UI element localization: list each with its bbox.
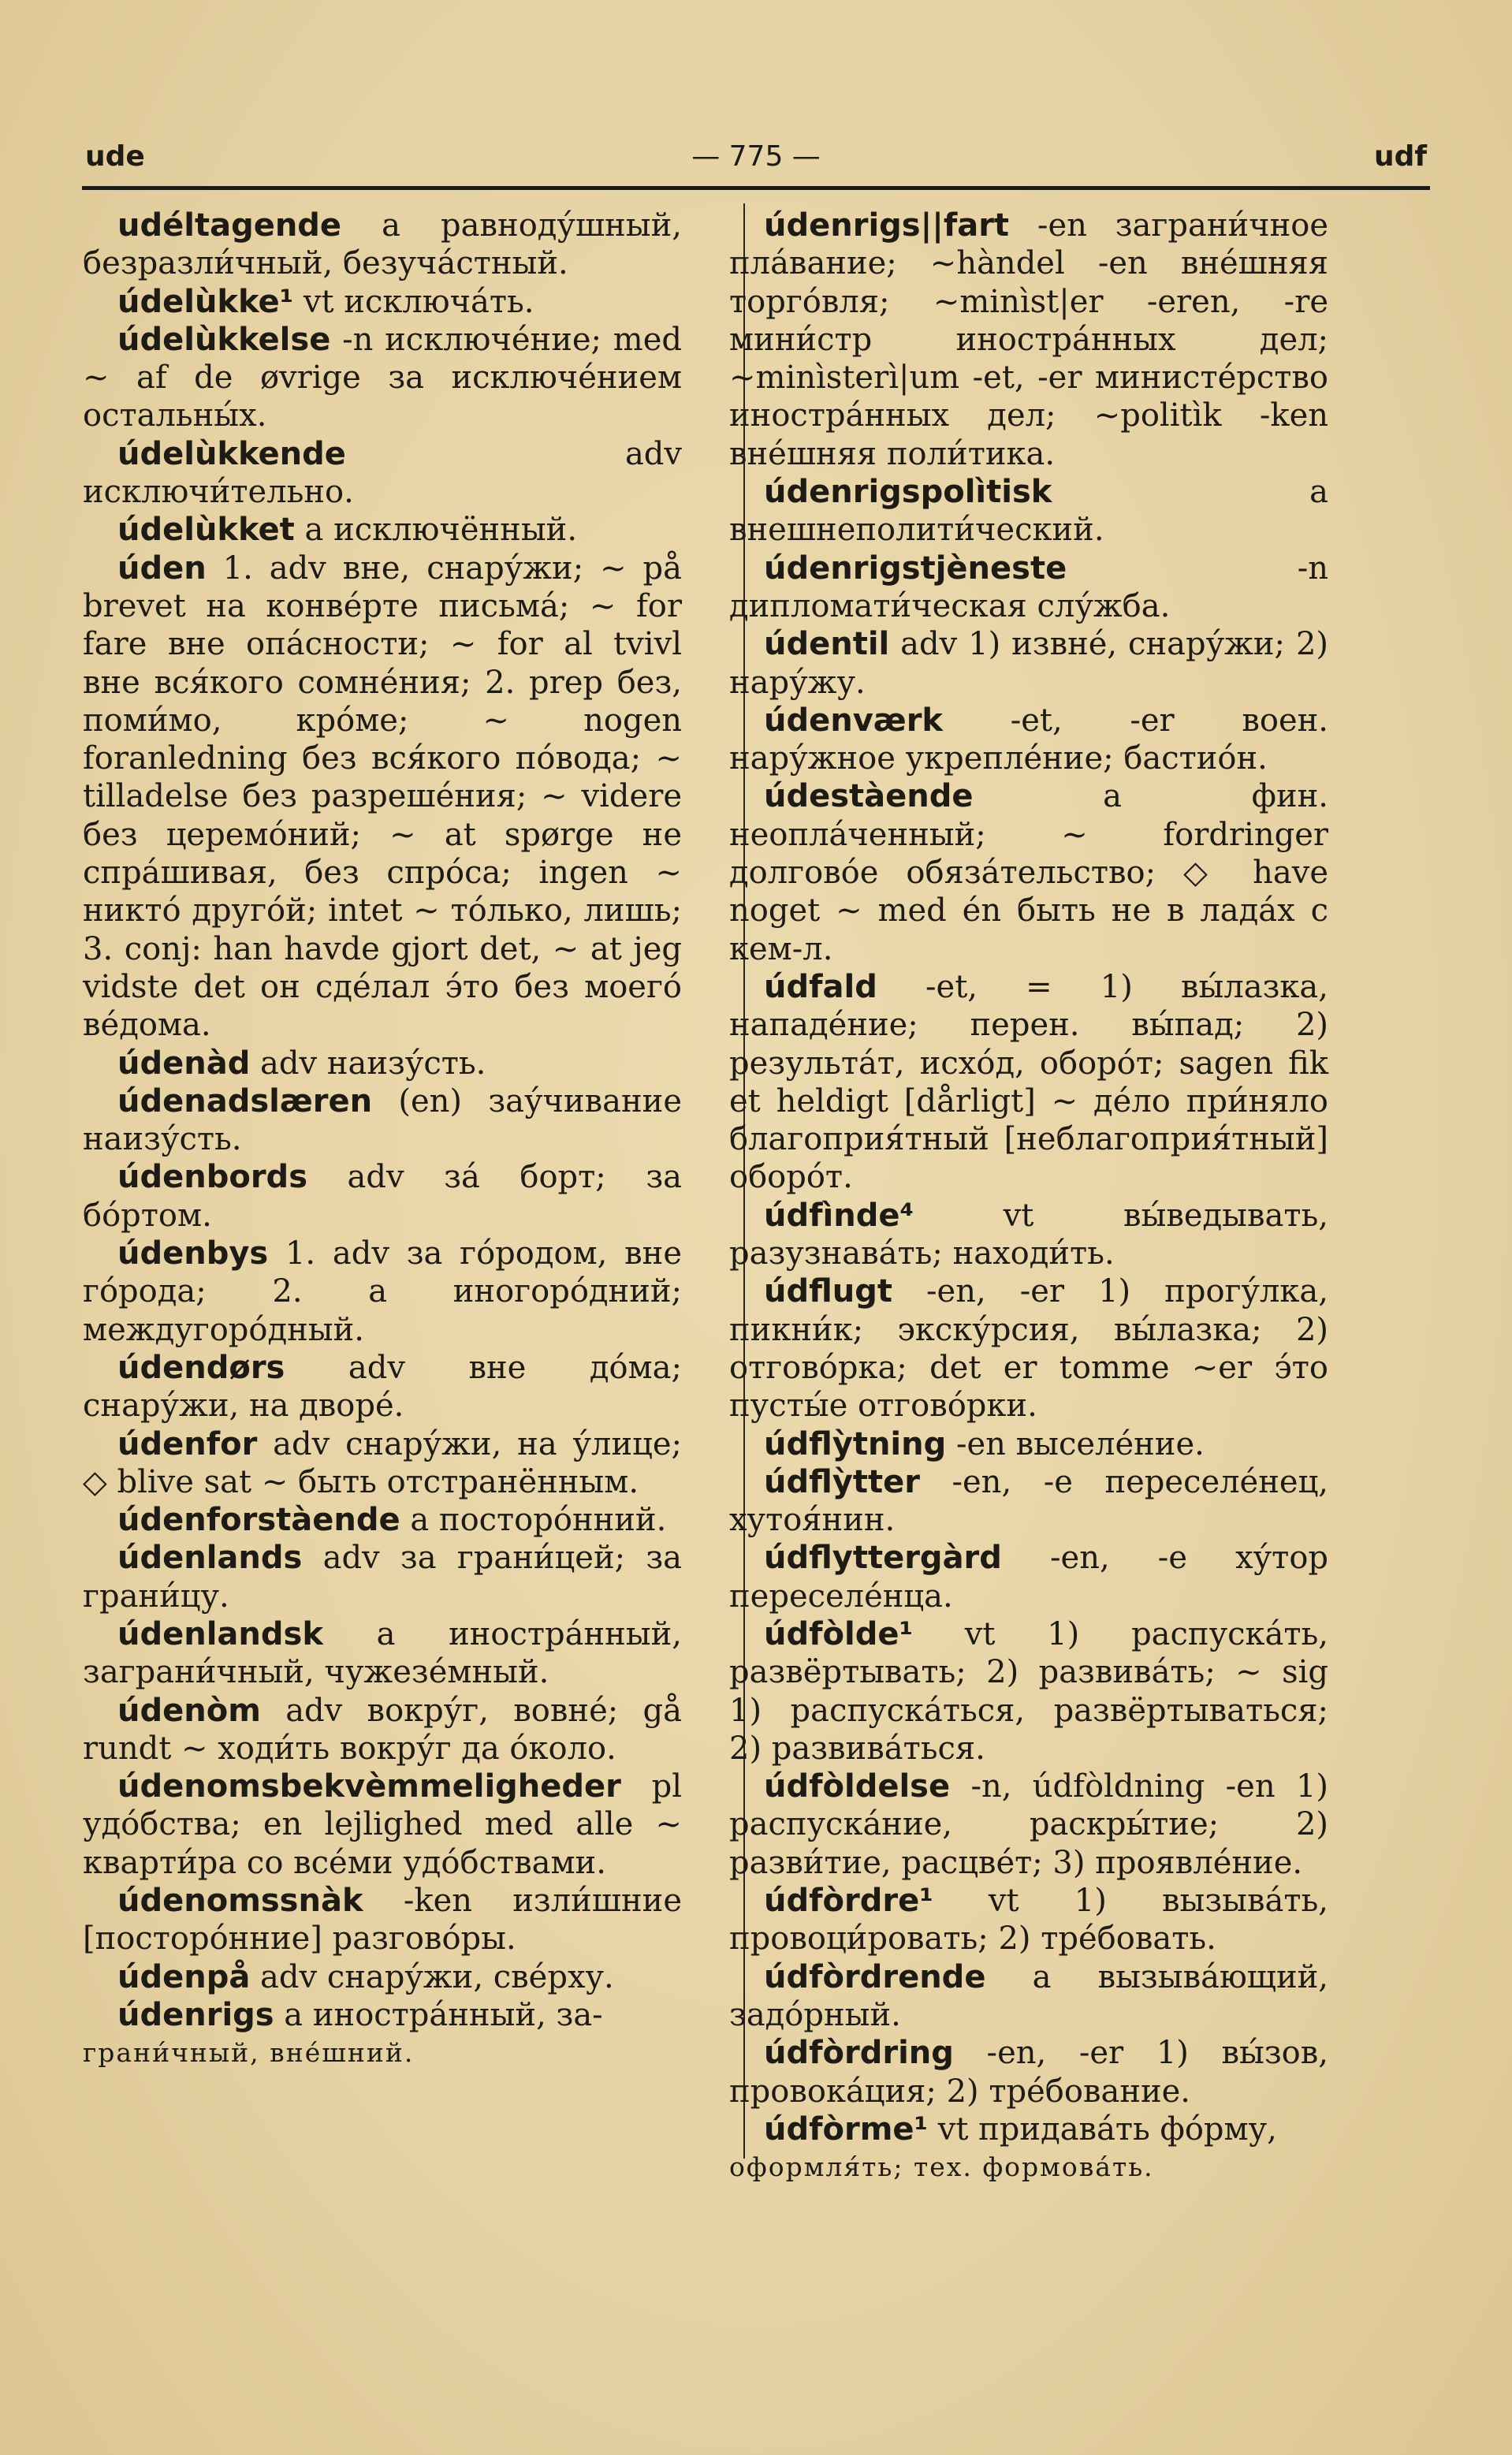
definition: vt 1) распуска́ть, развёртывать; 2) развива́ть; ~ sig 1) распуска́ться, развёртываться; 2) развива́ться. xyxy=(729,1615,1328,1767)
headword: údfòlde¹ xyxy=(764,1615,913,1652)
headword: údenlands xyxy=(117,1540,303,1577)
dictionary-entry xyxy=(83,1158,682,1235)
dictionary-entry xyxy=(83,1958,682,1996)
dictionary-entry xyxy=(83,1996,682,2034)
headword: udéltagende xyxy=(117,207,342,244)
dictionary-entry xyxy=(83,1882,682,1958)
headword: údenpå xyxy=(117,1958,251,1995)
dictionary-entry xyxy=(729,2110,1328,2148)
dictionary-entry xyxy=(83,1425,682,1502)
dictionary-entry xyxy=(83,1045,682,1082)
dictionary-entry xyxy=(83,1539,682,1615)
headword: údfòrme¹ xyxy=(764,2110,929,2148)
headword: údelùkke¹ xyxy=(117,283,294,320)
definition: -n, údfòldning -en 1) распуска́ние, раскры́тие; 2) разви́тие, расцве́т; 3) проявле́ние. xyxy=(729,1768,1328,1881)
definition: -et, = 1) вы́лазка, нападе́ние; перен. вы́пад; 2) результа́т, исхо́д, оборо́т; sagen fik et heldigt [dårligt] ~ де́ло при́няло благоприя́тный [неблагоприя́тный] оборо́т. xyxy=(729,968,1328,1196)
headword: údflỳtning xyxy=(764,1425,947,1462)
left-column xyxy=(83,207,682,2073)
definition: -en, -er 1) прогу́лка, пикни́к; экску́рсия, вы́лазка; 2) отгово́рка; det er tomme ~er э́то пусты́е отгово́рки. xyxy=(729,1273,1328,1425)
definition: pl удо́бства; en lejlighed med alle ~ кварти́ра со все́ми удо́бствами. xyxy=(83,1768,682,1881)
page-number: — 775 — xyxy=(691,140,821,173)
dictionary-entry xyxy=(729,1615,1328,1768)
definition: a иностра́нный, за- xyxy=(274,1996,603,2033)
definition: adv вокру́г, вовне́; gå rundt ~ ходи́ть вокру́г да о́коло. xyxy=(83,1692,682,1767)
headword: údelùkkelse xyxy=(117,321,331,358)
definition: (en) зау́чивание наизу́сть. xyxy=(83,1082,682,1158)
headword: údenrigstjèneste xyxy=(764,549,1067,587)
headword: údfald xyxy=(764,968,877,1005)
dictionary-entry xyxy=(83,435,682,512)
header-left-guideword: ude xyxy=(85,140,145,173)
dictionary-entry xyxy=(729,1539,1328,1615)
definition: adv наизу́сть. xyxy=(250,1045,486,1082)
dictionary-entry xyxy=(729,2034,1328,2110)
right-column-tail: оформля́ть; тех. формова́ть. xyxy=(729,2151,1154,2183)
dictionary-entry xyxy=(83,549,682,1045)
dictionary-entry xyxy=(729,1768,1328,1882)
definition: a равноду́шный, безразли́чный, безуча́стный. xyxy=(83,207,682,282)
headword: úden xyxy=(117,549,207,587)
dictionary-entry xyxy=(729,549,1328,626)
definition: adv снару́жи, на у́лице; ◇ blive sat ~ быть отстранённым. xyxy=(83,1425,682,1500)
headword: údenforstàende xyxy=(117,1502,400,1539)
headword: údfìnde⁴ xyxy=(764,1197,914,1234)
definition: adv снару́жи, све́рху. xyxy=(250,1958,614,1995)
page-header xyxy=(85,140,1427,188)
headword: údenfor xyxy=(117,1425,258,1462)
headword: údfòldelse xyxy=(764,1768,951,1805)
definition: a вызыва́ющий, задо́рный. xyxy=(729,1958,1328,2033)
headword: údenrigs||fart xyxy=(764,207,1010,244)
headword: údelùkket xyxy=(117,512,295,549)
definition: adv вне до́ма; снару́жи, на дворе́. xyxy=(83,1349,682,1425)
headword: údflyttergàrd xyxy=(764,1540,1002,1577)
headword: údfòrdring xyxy=(764,2035,954,2072)
dictionary-entry xyxy=(729,473,1328,549)
definition: -en заграни́чное пла́вание; ~hàndel -en вне́шняя торго́вля; ~minìst|er -eren, -re мини́стр иностра́нных дел; ~minìsterì|um -et, -er министе́рство иностра́нных дел; ~politìk -ken вне́шняя поли́тика. xyxy=(729,207,1328,472)
dictionary-entry xyxy=(729,1197,1328,1273)
headword: údenrigs xyxy=(117,1996,274,2033)
dictionary-entry xyxy=(729,702,1328,778)
headword: údenrigspolìtisk xyxy=(764,474,1052,511)
headword: údenværk xyxy=(764,702,944,739)
left-column-tail: грани́чный, вне́шний. xyxy=(83,2037,415,2069)
dictionary-entry xyxy=(83,1349,682,1425)
dictionary-entry xyxy=(83,511,682,549)
headword: údenlandsk xyxy=(117,1615,323,1652)
headword: údenomssnàk xyxy=(117,1883,363,1920)
definition: a исключённый. xyxy=(294,512,578,549)
headword: údenomsbekvèmmeligheder xyxy=(117,1768,621,1805)
headword: údestàende xyxy=(764,778,974,815)
definition: -en, -e ху́тор переселе́нца. xyxy=(729,1540,1328,1615)
headword: údendørs xyxy=(117,1349,285,1386)
definition: adv 1) извне́, снару́жи; 2) нару́жу. xyxy=(729,626,1328,701)
definition: a внешнеполити́ческий. xyxy=(729,474,1328,549)
headword: údfòrdre¹ xyxy=(764,1883,933,1920)
headword: údenbords xyxy=(117,1159,307,1196)
dictionary-entry xyxy=(83,283,682,321)
headword: údenàd xyxy=(117,1045,251,1082)
dictionary-entry xyxy=(83,1615,682,1692)
definition: adv за грани́цей; за грани́цу. xyxy=(83,1540,682,1615)
dictionary-entry xyxy=(83,1082,682,1159)
definition: -en, -e переселе́нец, хутоя́нин. xyxy=(729,1463,1328,1539)
definition: a фин. неопла́ченный; ~ fordringer долгово́е обяза́тельство; ◇ have noget ~ med én быть не в лада́х с кем-л. xyxy=(729,778,1328,967)
dictionary-entry xyxy=(83,207,682,283)
definition: adv за́ борт; за бо́ртом. xyxy=(83,1159,682,1234)
definition: a иностра́нный, заграни́чный, чужезе́мный. xyxy=(83,1615,682,1691)
definition: a посторо́нний. xyxy=(400,1502,667,1539)
headword: údenbys xyxy=(117,1235,269,1272)
right-column xyxy=(729,207,1328,2186)
definition: -en выселе́ние. xyxy=(946,1425,1205,1462)
definition: 1. adv вне, снару́жи; ~ på brevet на конве́рте письма́; ~ for fare вне опа́сности; ~ for al tvivl вне вся́кого сомне́ния; 2. prep без, поми́мо, кро́ме; ~ nogen foranledning без вся́кого по́вода; ~ tilladelse без разреше́ния; ~ videre без церемо́ний; ~ at spørge не спра́шивая, без спро́са; ingen ~ никто́ друго́й; intet ~ то́лько, лишь; 3. conj: han havde gjort det, ~ at jeg vidste det он сде́лал э́то без моего́ ве́дома. xyxy=(83,549,682,1044)
dictionary-entry xyxy=(83,1692,682,1768)
dictionary-entry xyxy=(83,1768,682,1882)
header-right-guideword: udf xyxy=(1373,140,1427,173)
dictionary-entry xyxy=(729,1882,1328,1958)
headword: údflỳtter xyxy=(764,1463,920,1500)
dictionary-entry xyxy=(729,1272,1328,1425)
definition: vt 1) вызыва́ть, провоци́ровать; 2) тре́бовать. xyxy=(729,1883,1328,1958)
definition: vt придава́ть фо́рму, xyxy=(928,2110,1277,2148)
headword: údenòm xyxy=(117,1692,261,1729)
dictionary-entry xyxy=(83,1501,682,1539)
dictionary-entry xyxy=(729,1425,1328,1463)
dictionary-entry xyxy=(729,777,1328,967)
definition: -n дипломати́ческая слу́жба. xyxy=(729,549,1328,624)
dictionary-entry xyxy=(729,1463,1328,1540)
headword: údelùkkende xyxy=(117,435,346,472)
headword: údenadslæren xyxy=(117,1082,373,1119)
definition: -n исключе́ние; med ~ af de øvrige за исключе́нием остальны́х. xyxy=(83,321,682,434)
definition: vt вы́ведывать, разузнава́ть; находи́ть. xyxy=(729,1197,1328,1272)
dictionary-entry xyxy=(729,207,1328,473)
dictionary-entry xyxy=(83,321,682,435)
headword: údentil xyxy=(764,626,890,663)
headword: údfòrdrende xyxy=(764,1958,986,1995)
definition: vt исключа́ть. xyxy=(293,283,534,320)
definition: -et, -er воен. нару́жное укрепле́ние; бастио́н. xyxy=(729,702,1328,777)
definition: 1. adv за го́родом, вне го́рода; 2. a иногоро́дний; междугоро́дный. xyxy=(83,1235,682,1348)
dictionary-entry xyxy=(729,1958,1328,2035)
definition: -en, -er 1) вы́зов, провока́ция; 2) тре́бование. xyxy=(729,2035,1328,2110)
headword: údflugt xyxy=(764,1273,892,1310)
dictionary-entry xyxy=(729,625,1328,702)
header-rule xyxy=(82,186,1430,190)
dictionary-entry xyxy=(729,968,1328,1197)
definition: -ken изли́шние [посторо́нние] разгово́ры. xyxy=(83,1883,682,1958)
dictionary-entry xyxy=(83,1235,682,1349)
definition: adv исключи́тельно. xyxy=(83,435,682,511)
